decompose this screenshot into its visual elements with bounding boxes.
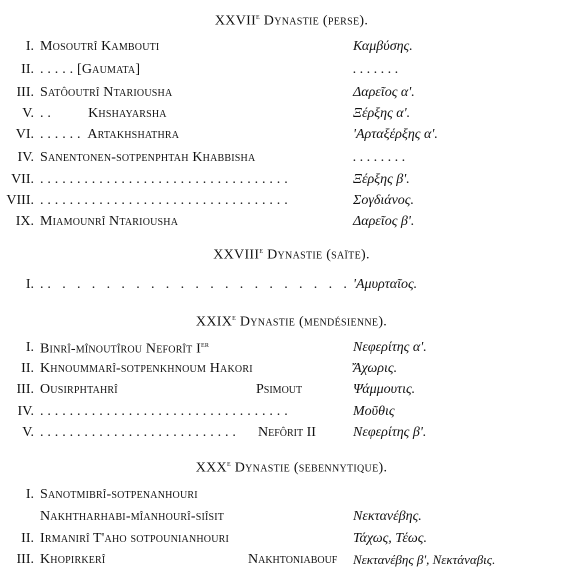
row-number: V. — [22, 106, 34, 121]
king-alt-name: Nefôrit II — [258, 425, 316, 440]
d30-row — [0, 552, 583, 574]
king-name: Irmanirî T'aho sotpounianhouri — [40, 531, 230, 546]
king-name: Khopirkerî — [40, 552, 106, 567]
d27-row — [0, 62, 583, 84]
king-name: . . . . . . . . . . . . . . . . . . . . . . . . . . . — [40, 425, 237, 440]
king-name: Miamounrî Ntariousha — [40, 214, 179, 229]
greek-name: 'Αρταξέρξης α'. — [353, 127, 438, 142]
d30-row — [0, 487, 583, 509]
heading-sup: e — [226, 459, 231, 468]
d29-row — [0, 404, 583, 426]
greek-name: Τάχως, Τέως. — [353, 531, 427, 546]
greek-name: Δαρεῖος α'. — [353, 85, 415, 100]
dynasty-29-heading — [0, 313, 583, 331]
row-number: III. — [16, 552, 34, 567]
d29-row — [0, 340, 583, 362]
greek-name: Δαρεῖος β'. — [353, 214, 415, 229]
greek-name: . . . . . . . — [353, 62, 399, 77]
row-number: VI. — [15, 127, 34, 142]
greek-name: Νεφερίτης β'. — [353, 425, 427, 440]
king-name: Sanentonen-sotpenphtah Khabbisha — [40, 150, 256, 165]
king-name-text: Binrî-mînoutîrou Neforît I — [40, 341, 201, 357]
d27-row — [0, 172, 583, 194]
greek-name: Σογδιάνος. — [353, 193, 414, 208]
king-name: Khnoummarî-sotpenkhnoum Hakori — [40, 361, 253, 376]
greek-name: Καμβύσης. — [353, 39, 413, 54]
d27-row — [0, 150, 583, 172]
row-number: I. — [25, 340, 34, 355]
heading-sup: e — [256, 12, 260, 21]
row-number: I. — [25, 487, 34, 502]
king-name: Satôoutrî Ntariousha — [40, 85, 173, 100]
row-number: III. — [16, 382, 34, 397]
heading-numeral: XXVIII — [213, 247, 260, 263]
row-number: I. — [25, 39, 34, 54]
greek-name: Ξέρξης β'. — [353, 172, 410, 187]
row-number: II. — [21, 531, 34, 546]
greek-name: 'Αμυρταῖος. — [353, 277, 418, 292]
king-name: . . . . . . . . . . . . . . . . . . . . . . . . . . . . . . . . . . — [40, 172, 288, 187]
king-name: Mosoutrî Kambouti — [40, 39, 160, 54]
d27-row — [0, 193, 583, 215]
heading-sup: e — [232, 313, 237, 322]
heading-text: Dynastie (saïte). — [263, 247, 370, 263]
d27-row — [0, 214, 583, 236]
row-number: V. — [22, 425, 34, 440]
heading-sup: e — [259, 246, 264, 255]
heading-numeral: XXIX — [195, 314, 233, 330]
king-name: . . . . . . Artakhshathra — [40, 127, 180, 142]
d29-row — [0, 425, 583, 447]
dynasty-28-heading — [0, 246, 583, 264]
d27-row — [0, 85, 583, 107]
king-name: Nakhtharhabi-mîanhourî-siîsit — [40, 509, 225, 524]
greek-name: Ξέρξης α'. — [353, 106, 411, 121]
greek-name: . . . . . . . . — [353, 150, 406, 165]
row-number: II. — [21, 361, 34, 376]
row-number: I. — [25, 277, 34, 292]
greek-name: Μοῦθις — [353, 404, 395, 419]
d27-row — [0, 127, 583, 149]
heading-text: Dynastie (mendésienne). — [236, 314, 388, 330]
king-alt-name: Nakhtoniabouf — [248, 552, 338, 567]
dynasty-30-heading — [0, 459, 583, 477]
king-name: . . . . . [Gaumata] — [40, 62, 141, 77]
king-name: . . Khshayarsha — [40, 106, 167, 121]
row-number: VIII. — [6, 193, 34, 208]
row-number: IV. — [17, 150, 34, 165]
d28-row — [0, 277, 583, 299]
greek-name: Ψάμμουτις. — [353, 382, 416, 397]
dynasty-27-heading — [0, 12, 583, 30]
king-name: . . . . . . . . . . . . . . . . . . . . . . . . . . . . . . . . . . — [40, 404, 288, 419]
greek-name: Νεκτανέβης β', Νεκτάναβις. — [353, 552, 496, 567]
d27-row — [0, 39, 583, 61]
d30-row — [0, 531, 583, 553]
king-name: . . . . . . . . . . . . . . . . . . . . . . . . . . . . . . . . . . — [40, 193, 288, 208]
row-number: II. — [21, 62, 34, 77]
d30-row — [0, 509, 583, 531]
king-name — [40, 340, 209, 358]
d29-row — [0, 382, 583, 404]
greek-name: Ἄχωρις. — [353, 361, 398, 376]
d29-row — [0, 361, 583, 383]
heading-text: Dynastie (perse). — [260, 13, 369, 29]
heading-numeral: XXVII — [214, 13, 257, 29]
row-number: VII. — [11, 172, 34, 187]
greek-name: Νεκτανέβης. — [353, 509, 422, 524]
ordinal-sup: er — [200, 340, 210, 349]
row-number: IX. — [15, 214, 34, 229]
d27-row — [0, 106, 583, 128]
greek-name: Νεφερίτης α'. — [353, 340, 427, 355]
row-number: III. — [16, 85, 34, 100]
heading-numeral: XXX — [195, 460, 227, 476]
king-alt-name: Psimout — [256, 382, 303, 397]
king-name: Ousirphtahrî — [40, 382, 118, 397]
king-name: Sanotmibrî-sotpenanhouri — [40, 487, 198, 502]
king-name: . . . . . . . . . . . . . . . . . . . . . . — [40, 277, 348, 292]
row-number: IV. — [17, 404, 34, 419]
heading-text: Dynastie (sebennytique). — [230, 460, 388, 476]
